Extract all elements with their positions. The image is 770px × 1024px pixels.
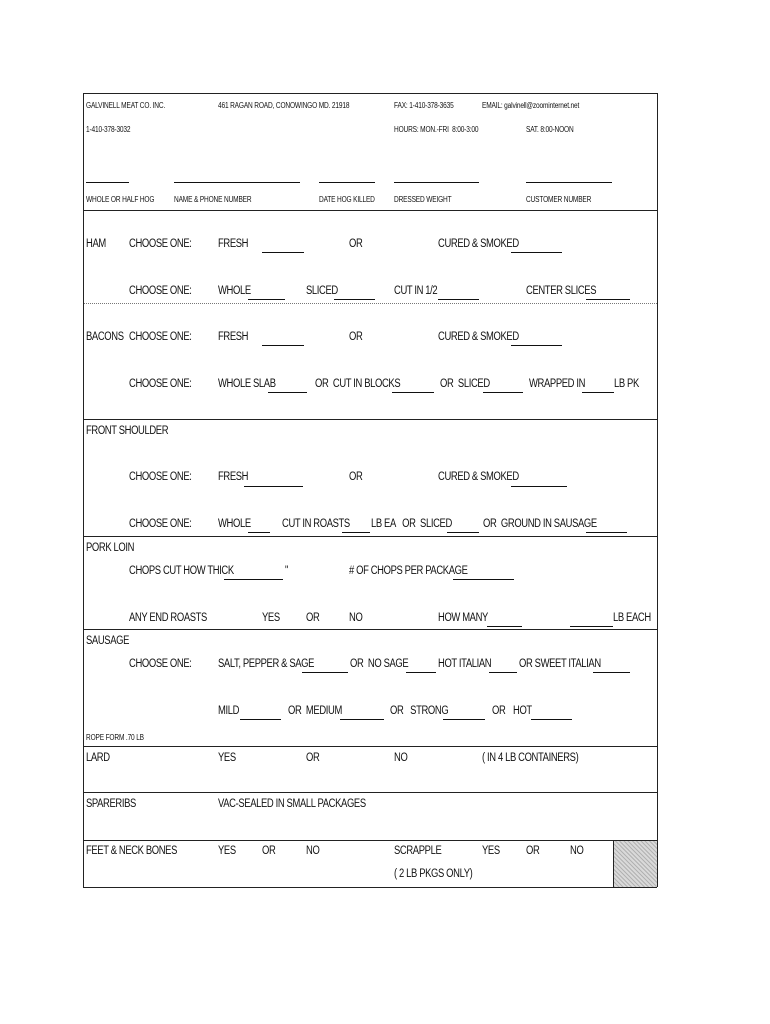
ham-whole-option: WHOLE: [218, 285, 251, 297]
lard-title: LARD: [86, 752, 110, 764]
shaded-cell: [614, 841, 657, 887]
shoulder-roasts-blank[interactable]: [342, 532, 370, 533]
sausage-no-sage-blank[interactable]: [406, 672, 436, 673]
customer-number-label: CUSTOMER NUMBER: [526, 195, 592, 204]
form-left-border: [83, 93, 84, 887]
bacon-wrapped-blank[interactable]: [582, 392, 614, 393]
shoulder-roasts-option: CUT IN ROASTS: [282, 518, 350, 530]
sausage-hot-italian-option: HOT ITALIAN: [438, 658, 492, 670]
scrapple-title: SCRAPPLE: [394, 845, 442, 857]
feet-or: OR: [262, 845, 276, 857]
dressed-weight-blank[interactable]: [394, 182, 479, 183]
sausage-hot-blank[interactable]: [531, 719, 572, 720]
sausage-hot-italian-blank[interactable]: [489, 672, 517, 673]
lard-bottom-divider: [83, 792, 657, 793]
bacon-choose-label: CHOOSE ONE:: [129, 331, 192, 343]
shoulder-choose-label: CHOOSE ONE:: [129, 471, 192, 483]
shaded-cell-border: [613, 840, 614, 887]
whole-or-half-label: WHOLE OR HALF HOG: [86, 195, 155, 204]
ham-fresh-option: FRESH: [218, 238, 249, 250]
loin-bottom-divider: [83, 629, 657, 630]
shoulder-choose-cut-label: CHOOSE ONE:: [129, 518, 192, 530]
lard-yes: YES: [218, 752, 236, 764]
loin-no: NO: [349, 612, 363, 624]
company-fax: FAX: 1-410-378-3635: [394, 101, 454, 110]
sausage-rope-form: ROPE FORM .70 LB: [86, 733, 144, 742]
sausage-sweet-option: OR SWEET ITALIAN: [519, 658, 601, 670]
loin-num-chops: # OF CHOPS PER PACKAGE: [349, 565, 468, 577]
loin-title: PORK LOIN: [86, 542, 135, 554]
bacon-wrapped-option: WRAPPED IN: [529, 378, 586, 390]
bacon-fresh-option: FRESH: [218, 331, 249, 343]
loin-how-many: HOW MANY: [438, 612, 488, 624]
spareribs-vac-sealed: VAC-SEALED IN SMALL PACKAGES: [218, 798, 366, 810]
scrapple-yes: YES: [482, 845, 500, 857]
sausage-choose-label: CHOOSE ONE:: [129, 658, 192, 670]
bacon-sliced-blank[interactable]: [483, 392, 523, 393]
shoulder-bottom-divider: [83, 536, 657, 537]
feet-yes: YES: [218, 845, 236, 857]
ham-sliced-blank[interactable]: [334, 299, 375, 300]
loin-lb-each-blank[interactable]: [570, 626, 613, 627]
scrapple-pkgs: ( 2 LB PKGS ONLY): [394, 868, 473, 880]
sausage-title: SAUSAGE: [86, 635, 130, 647]
shoulder-ground-blank[interactable]: [586, 532, 627, 533]
loin-chops-thick: CHOPS CUT HOW THICK: [129, 565, 234, 577]
sausage-strong-option: OR STRONG: [390, 705, 449, 717]
bacon-title: BACONS: [86, 331, 124, 343]
sausage-medium-option: OR MEDIUM: [288, 705, 342, 717]
scrapple-or: OR: [526, 845, 540, 857]
ham-bottom-divider: [84, 303, 657, 304]
ham-center-blank[interactable]: [586, 299, 630, 300]
sausage-salt-blank[interactable]: [302, 672, 348, 673]
bacon-or: OR: [349, 331, 363, 343]
name-phone-label: NAME & PHONE NUMBER: [174, 195, 252, 204]
dressed-weight-label: DRESSED WEIGHT: [394, 195, 452, 204]
scrapple-no: NO: [570, 845, 584, 857]
shoulder-cured-option: CURED & SMOKED: [438, 471, 519, 483]
hours-weekday: HOURS: MON.-FRI 8:00-3:00: [394, 125, 479, 134]
shoulder-whole-option: WHOLE: [218, 518, 251, 530]
shoulder-cured-blank[interactable]: [511, 486, 567, 487]
sausage-salt-option: SALT, PEPPER & SAGE: [218, 658, 315, 670]
sausage-hot-option: HOT: [513, 705, 532, 717]
customer-number-blank[interactable]: [526, 182, 612, 183]
sausage-hot-or: OR: [492, 705, 506, 717]
form-top-border: [83, 93, 657, 94]
bacon-blocks-option: OR CUT IN BLOCKS: [315, 378, 401, 390]
shoulder-or: OR: [349, 471, 363, 483]
bacon-cured-blank[interactable]: [511, 345, 562, 346]
loin-num-chops-blank[interactable]: [453, 579, 514, 580]
sausage-mild-blank[interactable]: [240, 719, 281, 720]
bacon-whole-slab-blank[interactable]: [268, 392, 307, 393]
loin-end-roasts: ANY END ROASTS: [129, 612, 207, 624]
bacon-bottom-divider: [83, 419, 657, 420]
loin-lb-each: LB EACH: [613, 612, 651, 624]
date-killed-label: DATE HOG KILLED: [319, 195, 375, 204]
section-divider: [83, 210, 657, 211]
ham-whole-blank[interactable]: [248, 299, 285, 300]
ham-cured-option: CURED & SMOKED: [438, 238, 519, 250]
hours-saturday: SAT. 8:00-NOON: [526, 125, 574, 134]
shoulder-ground-option: OR GROUND IN SAUSAGE: [483, 518, 597, 530]
bacon-lb-pk: LB PK: [614, 378, 639, 390]
ham-cut-half-blank[interactable]: [438, 299, 479, 300]
ham-or: OR: [349, 238, 363, 250]
ham-cut-half-option: CUT IN 1/2: [394, 285, 438, 297]
shoulder-title: FRONT SHOULDER: [86, 425, 169, 437]
form-right-border: [657, 93, 658, 887]
bacon-cured-option: CURED & SMOKED: [438, 331, 519, 343]
ham-sliced-option: SLICED: [306, 285, 338, 297]
company-email: EMAIL: galvinell@zoominternet.net: [482, 101, 580, 110]
loin-chops-thick-blank[interactable]: [224, 579, 283, 580]
shoulder-fresh-option: FRESH: [218, 471, 249, 483]
lard-no: NO: [394, 752, 408, 764]
shoulder-fresh-blank[interactable]: [244, 486, 303, 487]
sausage-strong-blank[interactable]: [443, 719, 485, 720]
sausage-no-sage-option: OR NO SAGE: [350, 658, 409, 670]
bacon-choose-cut-label: CHOOSE ONE:: [129, 378, 192, 390]
feet-title: FEET & NECK BONES: [86, 845, 178, 857]
bacon-whole-slab-option: WHOLE SLAB: [218, 378, 276, 390]
bacon-fresh-blank[interactable]: [262, 345, 304, 346]
ham-cured-blank[interactable]: [511, 252, 562, 253]
company-name: GALVINELL MEAT CO. INC.: [86, 101, 166, 110]
shoulder-lb-ea-sliced: LB EA OR SLICED: [371, 518, 452, 530]
ham-choose-cut-label: CHOOSE ONE:: [129, 285, 192, 297]
ham-fresh-blank[interactable]: [262, 252, 304, 253]
bacon-blocks-blank[interactable]: [392, 392, 434, 393]
loin-how-many-blank[interactable]: [487, 626, 522, 627]
sausage-mild-option: MILD: [218, 705, 240, 717]
name-phone-blank[interactable]: [174, 182, 300, 183]
ham-choose-label: CHOOSE ONE:: [129, 238, 192, 250]
spareribs-title: SPARERIBS: [86, 798, 136, 810]
lard-or: OR: [306, 752, 320, 764]
form-bottom-border: [83, 887, 657, 888]
date-killed-blank[interactable]: [319, 182, 375, 183]
company-address: 461 RAGAN ROAD, CONOWINGO MD. 21918: [218, 101, 350, 110]
sausage-bottom-divider: [83, 746, 657, 747]
sausage-sweet-blank[interactable]: [593, 672, 630, 673]
sausage-medium-blank[interactable]: [340, 719, 384, 720]
loin-inch-mark: ": [285, 565, 288, 577]
ham-title: HAM: [86, 238, 106, 250]
lard-containers: ( IN 4 LB CONTAINERS): [482, 752, 579, 764]
spareribs-bottom-divider: [83, 840, 657, 841]
bacon-sliced-option: OR SLICED: [440, 378, 490, 390]
feet-no: NO: [306, 845, 320, 857]
ham-center-option: CENTER SLICES: [526, 285, 597, 297]
company-phone: 1-410-378-3032: [86, 125, 131, 134]
shoulder-sliced-blank[interactable]: [447, 532, 479, 533]
whole-or-half-blank[interactable]: [86, 182, 129, 183]
loin-or: OR: [306, 612, 320, 624]
shoulder-whole-blank[interactable]: [248, 532, 270, 533]
loin-yes: YES: [262, 612, 280, 624]
